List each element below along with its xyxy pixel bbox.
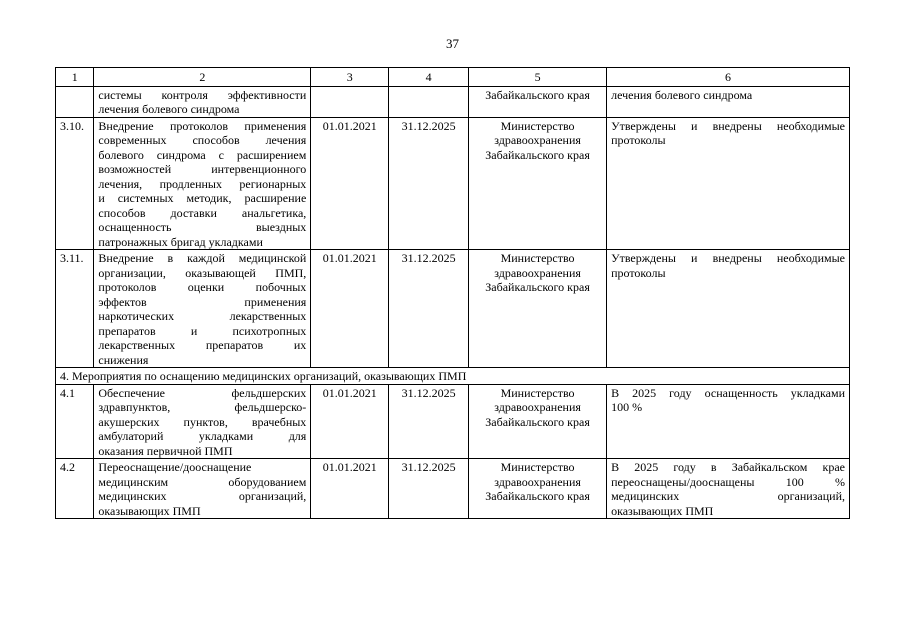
end-date: 31.12.2025 bbox=[389, 384, 469, 459]
expected-result bbox=[607, 459, 850, 519]
column-number-3: 3 bbox=[311, 68, 389, 87]
cell-line: Внедрение в каждой медицинской bbox=[98, 251, 307, 265]
item-number: 3.11. bbox=[56, 250, 94, 368]
cell-line: Утверждены и внедрены необходимые bbox=[611, 118, 845, 133]
cell-line: протоколы bbox=[611, 265, 666, 280]
cell-line: Забайкальского края bbox=[485, 147, 590, 162]
cell-line: Забайкальского края bbox=[485, 280, 590, 294]
cell-line: системы контроля эффективности bbox=[98, 87, 307, 102]
cell-line: медицинских организаций, bbox=[98, 489, 307, 503]
cell-line: снижения bbox=[98, 352, 149, 367]
cell-line: болевого синдрома с расширением bbox=[98, 147, 307, 162]
item-number: 4.1 bbox=[56, 384, 94, 459]
cell-line: современных способов лечения bbox=[98, 133, 307, 147]
cell-line: акушерских пунктов, врачебных bbox=[98, 414, 307, 429]
cell-line: способов доставки анальгетика, bbox=[98, 205, 307, 220]
item-number: 3.10. bbox=[56, 117, 94, 250]
cell-line: Министерство bbox=[500, 118, 575, 133]
cell-line: Внедрение протоколов применения bbox=[98, 118, 307, 133]
cell-line: медицинским оборудованием bbox=[98, 474, 307, 489]
cell-line: лечения болевого синдрома bbox=[98, 102, 240, 116]
start-date bbox=[311, 86, 389, 117]
cell-line: Забайкальского края bbox=[485, 87, 590, 102]
cell-line: оказывающих ПМП bbox=[611, 503, 714, 518]
cell-line: Министерство bbox=[500, 251, 575, 265]
executor bbox=[469, 117, 607, 250]
column-number-row bbox=[56, 68, 850, 87]
cell-line: медицинских организаций, bbox=[611, 489, 845, 503]
column-number-4: 4 bbox=[389, 68, 469, 87]
column-number-2: 2 bbox=[94, 68, 311, 87]
cell-line: Утверждены и внедрены необходимые bbox=[611, 251, 845, 265]
cell-line: и системных методик, расширение bbox=[98, 191, 307, 205]
plan-table-body bbox=[56, 68, 850, 519]
section-title: 4. Мероприятия по оснащению медицинских организаций, оказывающих ПМП bbox=[56, 368, 850, 385]
cell-line: возможностей интервенционного bbox=[98, 162, 307, 176]
cell-line: лечения болевого синдрома bbox=[611, 87, 753, 102]
cell-line: оснащенность выездных bbox=[98, 220, 307, 234]
cell-line: Забайкальского края bbox=[485, 414, 590, 429]
cell-line: эффектов применения bbox=[98, 294, 307, 309]
column-number-5: 5 bbox=[469, 68, 607, 87]
page-number: 37 bbox=[446, 36, 459, 51]
cell-line: организации, оказывающей ПМП, bbox=[98, 265, 307, 280]
executor bbox=[469, 250, 607, 368]
item-name bbox=[94, 117, 311, 250]
end-date bbox=[389, 86, 469, 117]
item-name bbox=[94, 459, 311, 519]
cell-line: протоколы bbox=[611, 133, 666, 147]
cell-line: 100 % bbox=[611, 400, 643, 414]
table-row bbox=[56, 117, 850, 250]
cell-line: В 2025 году в Забайкальском крае bbox=[611, 460, 845, 474]
table-row bbox=[56, 384, 850, 459]
section-row bbox=[56, 368, 850, 385]
item-name bbox=[94, 384, 311, 459]
cell-line: препаратов и психотропных bbox=[98, 323, 307, 338]
column-number-1: 1 bbox=[56, 68, 94, 87]
end-date: 31.12.2025 bbox=[389, 459, 469, 519]
table-row bbox=[56, 86, 850, 117]
cell-line: амбулаторий укладками для bbox=[98, 429, 307, 443]
expected-result bbox=[607, 384, 850, 459]
cell-line: здравоохранения bbox=[494, 400, 581, 414]
item-number bbox=[56, 86, 94, 117]
cell-line: переоснащены/дооснащены 100 % bbox=[611, 474, 845, 489]
cell-line: Обеспечение фельдшерских bbox=[98, 385, 307, 400]
cell-line: патронажных бригад укладками bbox=[98, 234, 263, 249]
cell-line: Министерство bbox=[500, 460, 575, 474]
cell-line: лекарственных препаратов их bbox=[98, 338, 307, 352]
cell-line: протоколов оценки побочных bbox=[98, 280, 307, 294]
cell-line: Забайкальского края bbox=[485, 489, 590, 503]
cell-line: наркотических лекарственных bbox=[98, 309, 307, 323]
table-row bbox=[56, 459, 850, 519]
start-date: 01.01.2021 bbox=[311, 384, 389, 459]
executor bbox=[469, 86, 607, 117]
expected-result bbox=[607, 86, 850, 117]
expected-result bbox=[607, 117, 850, 250]
executor bbox=[469, 459, 607, 519]
item-name bbox=[94, 86, 311, 117]
cell-line: здравоохранения bbox=[494, 474, 581, 489]
column-number-6: 6 bbox=[607, 68, 850, 87]
cell-line: здравоохранения bbox=[494, 133, 581, 147]
start-date: 01.01.2021 bbox=[311, 250, 389, 368]
expected-result bbox=[607, 250, 850, 368]
cell-line: оказывающих ПМП bbox=[98, 503, 201, 518]
item-number: 4.2 bbox=[56, 459, 94, 519]
plan-table bbox=[55, 67, 850, 519]
table-row bbox=[56, 250, 850, 368]
cell-line: Министерство bbox=[500, 385, 575, 400]
end-date: 31.12.2025 bbox=[389, 117, 469, 250]
cell-line: оказания первичной ПМП bbox=[98, 443, 233, 458]
cell-line: В 2025 году оснащенность укладками bbox=[611, 385, 845, 400]
start-date: 01.01.2021 bbox=[311, 117, 389, 250]
executor bbox=[469, 384, 607, 459]
cell-line: здравоохранения bbox=[494, 265, 581, 280]
end-date: 31.12.2025 bbox=[389, 250, 469, 368]
cell-line: здравпунктов, фельдшерско- bbox=[98, 400, 307, 414]
start-date: 01.01.2021 bbox=[311, 459, 389, 519]
cell-line: лечения, продленных регионарных bbox=[98, 176, 307, 191]
item-name bbox=[94, 250, 311, 368]
cell-line: Переоснащение/дооснащение bbox=[98, 460, 252, 474]
